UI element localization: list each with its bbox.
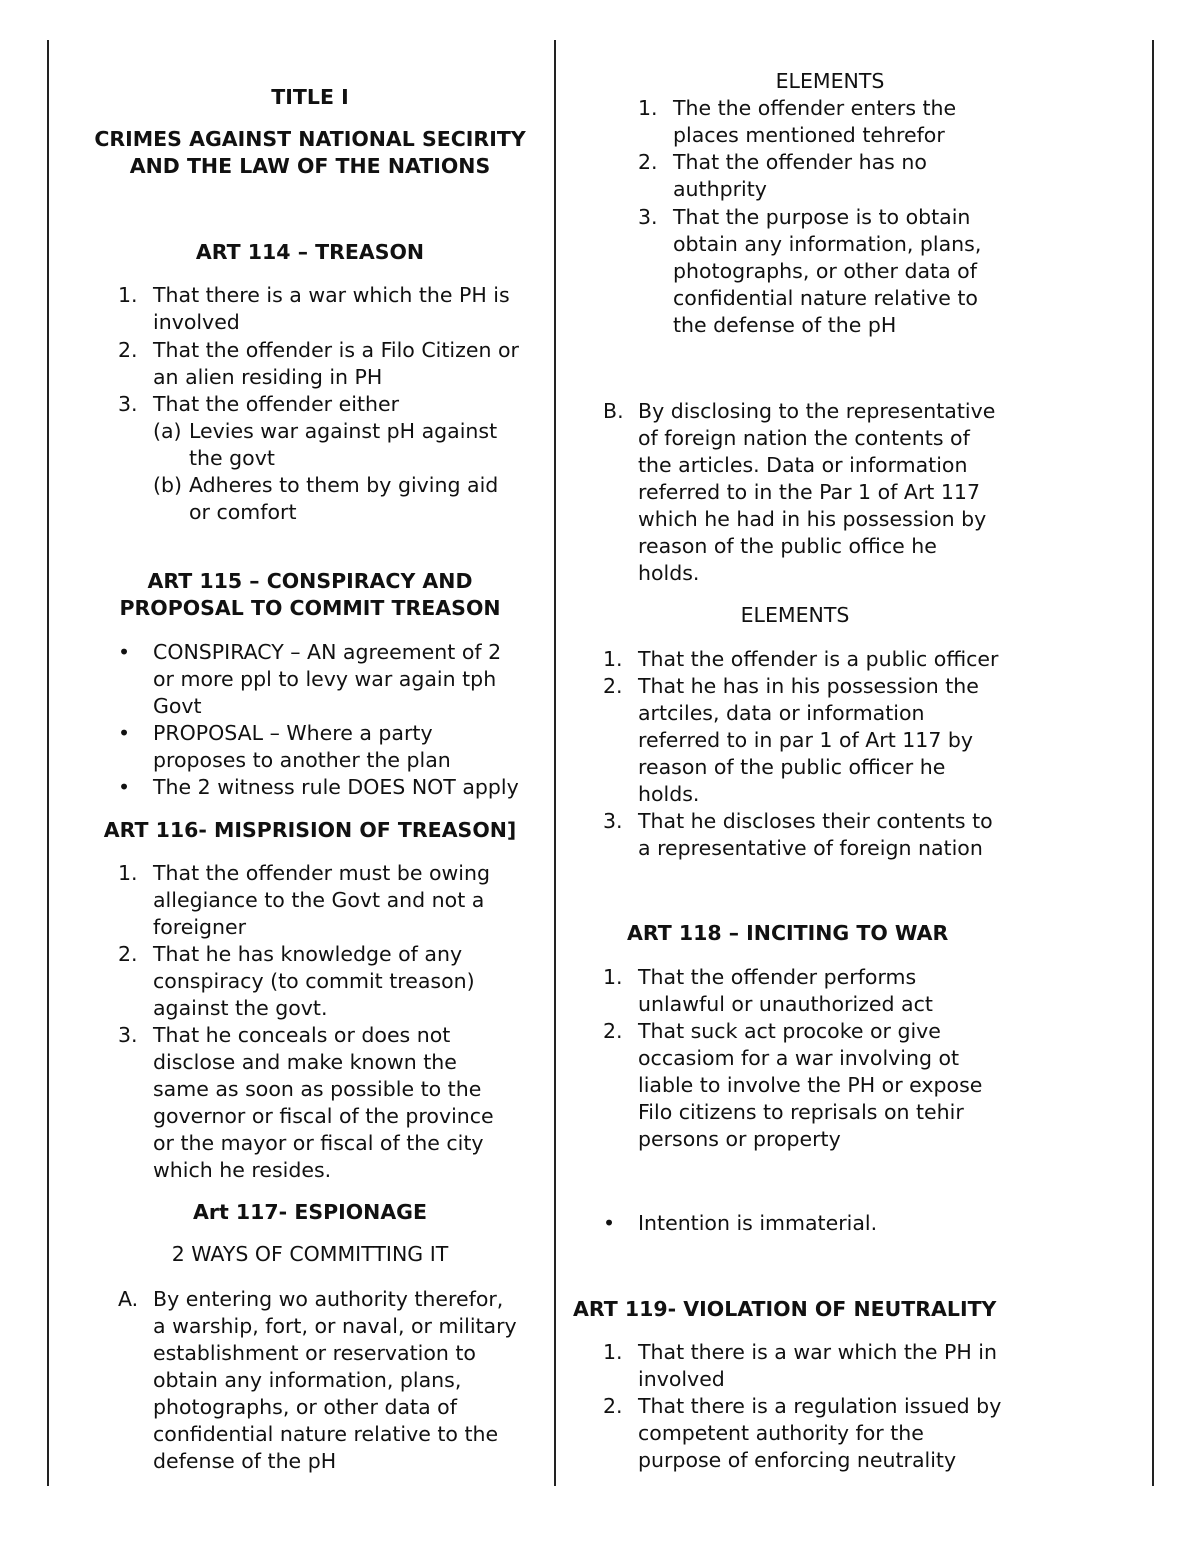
list-item-line: which he resides. [153,1158,332,1182]
list-item-line: liable to involve the PH or expose [638,1073,983,1097]
art119-heading: ART 119- VIOLATION OF NEUTRALITY [573,1297,997,1321]
list-item-line: which he had in his possession by [638,507,987,531]
bullet-marker: • [118,775,131,799]
list-item-line: establishment or reservation to [153,1341,476,1365]
list-item-line: same as soon as possible to the [153,1077,482,1101]
list-marker: 3. [603,809,623,833]
bullet-marker: • [118,721,131,745]
bullet-line: or more ppl to levy war again tph [153,667,497,691]
list-item-line: referred to in the Par 1 of Art 117 [638,480,980,504]
list-item-line: That he has knowledge of any [153,942,463,966]
sublist-line: or comfort [189,500,297,524]
list-item-line: That he has in his possession the [638,674,979,698]
list-item-line: a warship, fort, or naval, or military [153,1314,517,1338]
list-item-line: purpose of enforcing neutrality [638,1448,957,1472]
list-marker: 2. [118,942,138,966]
list-item-line: occasiom for a war involving ot [638,1046,960,1070]
list-item-line: By entering wo authority therefor, [153,1287,504,1311]
list-item-line: of foreign nation the contents of [638,426,970,450]
list-item-line: unlawful or unauthorized act [638,992,933,1016]
list-item-line: That the offender performs [638,965,917,989]
list-item-line: confidential nature relative to [673,286,978,310]
right-rule [1152,40,1154,1486]
list-item-line: the defense of the pH [673,313,897,337]
list-item-line: photographs, or other data of [673,259,977,283]
list-item-line: obtain any information, plans, [153,1368,462,1392]
list-item-line: That there is a regulation issued by [638,1394,1002,1418]
art117-ways: 2 WAYS OF COMMITTING IT [171,1242,449,1266]
list-marker: 2. [603,1394,623,1418]
art116-heading: ART 116- MISPRISION OF TREASON] [103,818,517,842]
list-item-line: the articles. Data or information [638,453,968,477]
sublist-marker: (b) [153,473,183,497]
list-item-line: involved [638,1367,725,1391]
list-item-line: competent authority for the [638,1421,924,1445]
bullet-line: CONSPIRACY – AN agreement of 2 [153,640,502,664]
subtitle-line-2: AND THE LAW OF THE NATIONS [129,154,491,178]
list-item-line: That the offender must be owing [153,861,490,885]
list-item-line: That he discloses their contents to [638,809,993,833]
list-item-line: That the offender is a Filo Citizen or [153,338,519,362]
list-marker: 3. [638,205,658,229]
list-item-line: artciles, data or information [638,701,925,725]
bullet-line: Intention is immaterial. [638,1211,878,1235]
title: TITLE I [271,85,349,109]
elements-1-heading: ELEMENTS [775,69,885,93]
list-item-line: confidential nature relative to the [153,1422,499,1446]
list-item-line: That the offender has no [673,150,927,174]
list-item-line: That suck act procoke or give [638,1019,941,1043]
list-marker: 1. [118,283,138,307]
list-marker: B. [603,399,624,423]
list-item-line: reason of the public office he [638,534,937,558]
bullet-line: Govt [153,694,202,718]
list-item-line: That the offender either [153,392,400,416]
list-item-line: persons or property [638,1127,841,1151]
elements-2-heading: ELEMENTS [740,603,850,627]
list-item-line: photographs, or other data of [153,1395,457,1419]
list-item-line: holds. [638,561,700,585]
list-item-line: disclose and make known the [153,1050,457,1074]
art118-heading: ART 118 – INCITING TO WAR [627,921,949,945]
list-item-line: involved [153,310,240,334]
list-item-line: conspiracy (to commit treason) [153,969,475,993]
list-marker: 1. [603,647,623,671]
list-marker: 1. [603,1340,623,1364]
list-item-line: By disclosing to the representative [638,399,996,423]
subtitle-line-1: CRIMES AGAINST NATIONAL SECIRITY [94,127,526,151]
list-marker: 1. [118,861,138,885]
list-item-line: That the purpose is to obtain [673,205,971,229]
list-marker: 2. [603,1019,623,1043]
list-item-line: or the mayor or fiscal of the city [153,1131,484,1155]
list-marker: 2. [638,150,658,174]
list-item-line: an alien residing in PH [153,365,383,389]
art117-heading: Art 117- ESPIONAGE [192,1200,428,1224]
bullet-line: The 2 witness rule DOES NOT apply [153,775,519,799]
list-item-line: referred to in par 1 of Art 117 by [638,728,974,752]
list-marker: 1. [603,965,623,989]
list-marker: 3. [118,1023,138,1047]
list-item-line: a representative of foreign nation [638,836,983,860]
list-marker: 1. [638,96,658,120]
bullet-marker: • [603,1211,616,1235]
list-item-line: Filo citizens to reprisals on tehir [638,1100,964,1124]
sublist-marker: (a) [153,419,182,443]
list-item-line: That he conceals or does not [153,1023,451,1047]
list-marker: A. [118,1287,139,1311]
list-item-line: reason of the public officer he [638,755,946,779]
list-item-line: That there is a war which the PH in [638,1340,998,1364]
bullet-line: proposes to another the plan [153,748,451,772]
art114-heading: ART 114 – TREASON [195,240,425,264]
list-item-line: The the offender enters the [673,96,957,120]
list-item-line: foreigner [153,915,247,939]
list-item-line: obtain any information, plans, [673,232,982,256]
list-item-line: allegiance to the Govt and not a [153,888,485,912]
art115-heading-line-1: ART 115 – CONSPIRACY AND [147,569,473,593]
art115-heading-line-2: PROPOSAL TO COMMIT TREASON [119,596,501,620]
sublist-line: the govt [189,446,275,470]
list-item-line: holds. [638,782,700,806]
list-item-line: That there is a war which the PH is [153,283,510,307]
list-item-line: defense of the pH [153,1449,337,1473]
left-rule [47,40,49,1486]
list-item-line: places mentioned tehrefor [673,123,945,147]
list-item-line: That the offender is a public officer [638,647,999,671]
list-item-line: authprity [673,177,767,201]
list-marker: 2. [603,674,623,698]
list-marker: 3. [118,392,138,416]
list-item-line: against the govt. [153,996,328,1020]
list-item-line: governor or fiscal of the province [153,1104,494,1128]
bullet-line: PROPOSAL – Where a party [153,721,433,745]
sublist-line: Levies war against pH against [189,419,498,443]
list-marker: 2. [118,338,138,362]
sublist-line: Adheres to them by giving aid [189,473,499,497]
bullet-marker: • [118,640,131,664]
